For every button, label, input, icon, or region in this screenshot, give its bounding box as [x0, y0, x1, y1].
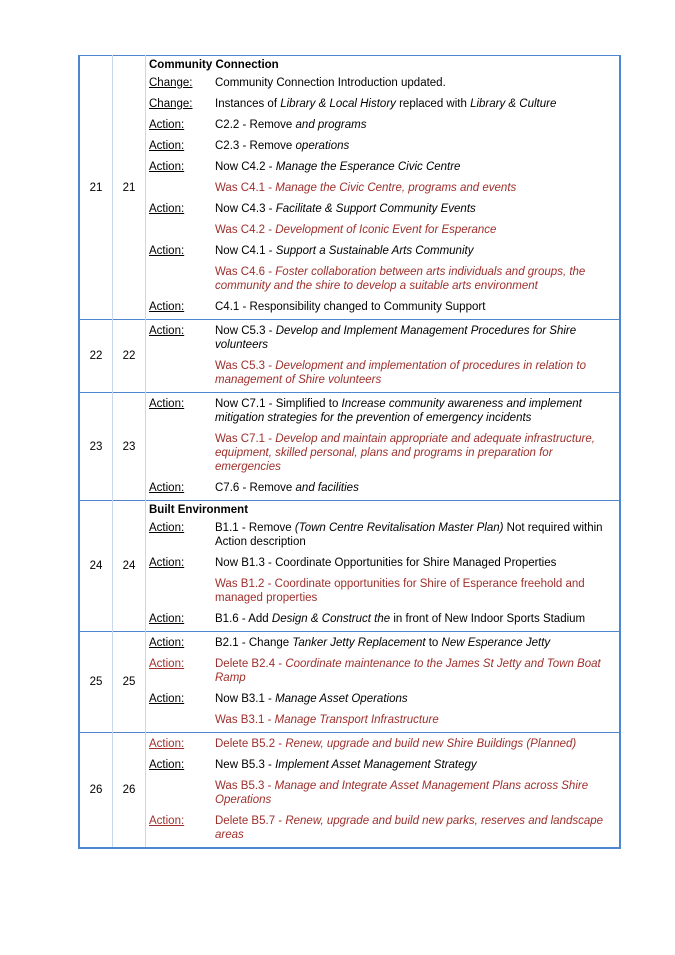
entry-label: Action: [149, 557, 185, 569]
entry-label: Action: [149, 658, 185, 670]
entry-text-segment: Now C4.1 - [215, 245, 276, 257]
change-entry [149, 710, 619, 731]
entry-label: Action: [149, 482, 185, 494]
entry-label: Action: [149, 325, 185, 337]
entry-text-italic: Coordinate maintenance to the James St Jetty and Town Boat Ramp [215, 658, 601, 684]
entry-text-italic: Renew, upgrade and build new Shire Buildings (Planned) [285, 738, 577, 750]
entry-text [215, 481, 619, 495]
entry-text-segment: Now C4.3 - [215, 203, 276, 215]
change-entry [149, 776, 619, 811]
change-entry [149, 553, 619, 574]
entry-text [215, 397, 619, 425]
entry-label: Change: [149, 98, 193, 110]
amendments-table-body [79, 56, 620, 849]
entry-text [215, 202, 619, 216]
entry-text-segment: C7.6 - Remove [215, 482, 296, 494]
entry-text [215, 76, 619, 90]
entry-text-segment: Now B1.3 - Coordinate Opportunities for Shire Managed Properties [215, 557, 557, 569]
entry-text [215, 556, 619, 570]
page-number-new: 23 [113, 393, 146, 501]
entry-text [215, 636, 619, 650]
change-entry [149, 199, 619, 220]
change-entry [149, 356, 619, 391]
entry-text-italic: Manage Transport Infrastructure [274, 714, 439, 726]
page-number-new: 22 [113, 320, 146, 393]
entry-text-italic: Development and implementation of procedures in relation to management of Shire volunteers [215, 360, 586, 386]
entry-text [215, 244, 619, 258]
change-entry [149, 94, 619, 115]
entry-text-segment: Delete B2.4 - [215, 658, 286, 670]
entry-text-italic: Library & Culture [470, 98, 557, 110]
change-entry [149, 609, 619, 630]
entry-text-segment: B2.1 - Change [215, 637, 293, 649]
entry-text [215, 657, 619, 685]
change-entry [149, 811, 619, 846]
entry-text [215, 118, 619, 132]
entry-label: Action: [149, 738, 185, 750]
amendments-table [78, 55, 621, 849]
entry-label: Action: [149, 203, 185, 215]
entry-text [215, 814, 619, 842]
entry-label: Action: [149, 759, 185, 771]
table-row [79, 632, 620, 733]
entry-text-italic: Develop and Implement Management Procedures for Shire volunteers [215, 325, 577, 351]
change-entry [149, 73, 619, 94]
entry-text-italic: Manage the Esperance Civic Centre [275, 161, 461, 173]
change-entry [149, 220, 619, 241]
page-number-old: 23 [79, 393, 113, 501]
entry-text [215, 713, 619, 727]
entry-text-italic: (Town Centre Revitalisation Master Plan) [294, 522, 504, 534]
entry-text [215, 432, 619, 474]
change-list-cell [146, 320, 621, 393]
entry-text [215, 612, 619, 626]
entry-text-italic: Manage Asset Operations [275, 693, 408, 705]
entry-text [215, 139, 619, 153]
entry-text-italic: and programs [295, 119, 367, 131]
entry-text-segment: Instances of [215, 98, 281, 110]
entry-text [215, 779, 619, 807]
entry-text [215, 265, 619, 293]
page-number-new: 25 [113, 632, 146, 733]
change-entry [149, 478, 619, 499]
entry-label: Change: [149, 77, 193, 89]
change-list-cell [146, 733, 621, 849]
change-entry [149, 734, 619, 755]
entry-text [215, 300, 619, 314]
entry-text-italic: Manage and Integrate Asset Management Plans across Shire Operations [215, 780, 589, 806]
change-entry [149, 518, 619, 553]
change-entry [149, 115, 619, 136]
entry-text-segment: Now C7.1 - Simplified to [215, 398, 342, 410]
entry-label: Action: [149, 119, 185, 131]
entry-label: Action: [149, 140, 185, 152]
entry-text-italic: Increase community awareness and implement mitigation strategies for the prevention of emergency incidents [215, 398, 582, 424]
entry-text-segment: Community Connection Introduction updated. [215, 77, 446, 89]
entry-text-italic: Support a Sustainable Arts Community [275, 245, 474, 257]
entry-text [215, 692, 619, 706]
entry-text-segment: replaced with [395, 98, 471, 110]
entry-text-segment: in front of New Indoor Sports Stadium [390, 613, 586, 625]
entry-text-segment: Was B3.1 - [215, 714, 275, 726]
entry-text-italic: Manage the Civic Centre, programs and events [275, 182, 517, 194]
change-list-cell [146, 56, 621, 320]
change-list-cell [146, 501, 621, 632]
entry-text [215, 758, 619, 772]
change-list-cell [146, 632, 621, 733]
section-heading: Community Connection [149, 59, 279, 71]
table-row [79, 56, 620, 320]
table-row [79, 320, 620, 393]
entry-text [215, 737, 619, 751]
page-number-old: 22 [79, 320, 113, 393]
entry-text-italic: Design & Construct the [271, 613, 391, 625]
page-number-old: 26 [79, 733, 113, 849]
entry-text-segment: New B5.3 - [215, 759, 276, 771]
entry-label: Action: [149, 161, 185, 173]
entry-text-segment: Not required within Action description [215, 522, 603, 548]
change-entry [149, 633, 619, 654]
entry-text-segment: B1.1 - Remove [215, 522, 295, 534]
table-row [79, 501, 620, 632]
entry-text-segment: Now B3.1 - [215, 693, 276, 705]
change-entry [149, 178, 619, 199]
entry-text-italic: Tanker Jetty Replacement [292, 637, 426, 649]
entry-text-italic: Develop and maintain appropriate and adequate infrastructure, equipment, skilled personal, plans and programs in preparation for emergencies [215, 433, 595, 473]
change-list-cell [146, 393, 621, 501]
entry-text [215, 577, 619, 605]
entry-text-segment: Was C5.3 - [215, 360, 276, 372]
entry-text-italic: Foster collaboration between arts individuals and groups, the community and the shire to develop a suitable arts environment [215, 266, 586, 292]
entry-text-segment: Was C7.1 - [215, 433, 276, 445]
entry-label: Action: [149, 522, 185, 534]
page-number-old: 21 [79, 56, 113, 320]
entry-text-italic: New Esperance Jetty [441, 637, 551, 649]
entry-text-italic: Library & Local History [280, 98, 396, 110]
entry-label: Action: [149, 301, 185, 313]
entry-text-italic: Development of Iconic Event for Esperance [275, 224, 497, 236]
change-entry [149, 136, 619, 157]
entry-text [215, 521, 619, 549]
entry-text-segment: Was C4.6 - [215, 266, 276, 278]
entry-text [215, 359, 619, 387]
change-entry [149, 157, 619, 178]
change-entry [149, 394, 619, 429]
entry-text-italic: and facilities [295, 482, 359, 494]
entry-label: Action: [149, 613, 185, 625]
table-row [79, 733, 620, 849]
entry-text-segment: Was B1.2 - Coordinate opportunities for Shire of Esperance freehold and managed properties [215, 578, 585, 604]
entry-text [215, 160, 619, 174]
page-number-new: 21 [113, 56, 146, 320]
entry-text-segment: Delete B5.7 - [215, 815, 286, 827]
page-number-new: 26 [113, 733, 146, 849]
entry-label: Action: [149, 398, 185, 410]
entry-text [215, 223, 619, 237]
section-heading: Built Environment [149, 504, 249, 516]
table-row [79, 393, 620, 501]
change-entry [149, 654, 619, 689]
change-entry [149, 297, 619, 318]
change-entry [149, 755, 619, 776]
entry-text-segment: to [425, 637, 442, 649]
entry-text-segment: Was C4.1 - [215, 182, 276, 194]
entry-text [215, 97, 619, 111]
change-entry [149, 574, 619, 609]
entry-text-italic: operations [295, 140, 350, 152]
entry-text-segment: C2.3 - Remove [215, 140, 296, 152]
change-entry [149, 241, 619, 262]
entry-label: Action: [149, 245, 185, 257]
entry-text-segment: Was B5.3 - [215, 780, 275, 792]
entry-text [215, 181, 619, 195]
entry-text [215, 324, 619, 352]
page-number-new: 24 [113, 501, 146, 632]
entry-text-italic: Implement Asset Management Strategy [275, 759, 477, 771]
entry-text-segment: Now C4.2 - [215, 161, 276, 173]
change-entry [149, 321, 619, 356]
entry-label: Action: [149, 637, 185, 649]
entry-text-italic: Facilitate & Support Community Events [275, 203, 476, 215]
page-number-old: 25 [79, 632, 113, 733]
entry-text-segment: C2.2 - Remove [215, 119, 296, 131]
entry-label: Action: [149, 815, 185, 827]
entry-text-italic: Renew, upgrade and build new parks, reserves and landscape areas [215, 815, 604, 841]
entry-text-segment: Now C5.3 - [215, 325, 276, 337]
entry-text-segment: B1.6 - Add [215, 613, 272, 625]
entry-text-segment: C4.1 - Responsibility changed to Community Support [215, 301, 486, 313]
entry-label: Action: [149, 693, 185, 705]
entry-text-segment: Delete B5.2 - [215, 738, 286, 750]
entry-text-segment: Was C4.2 - [215, 224, 276, 236]
change-entry [149, 689, 619, 710]
change-entry [149, 262, 619, 297]
page-number-old: 24 [79, 501, 113, 632]
change-entry [149, 429, 619, 478]
